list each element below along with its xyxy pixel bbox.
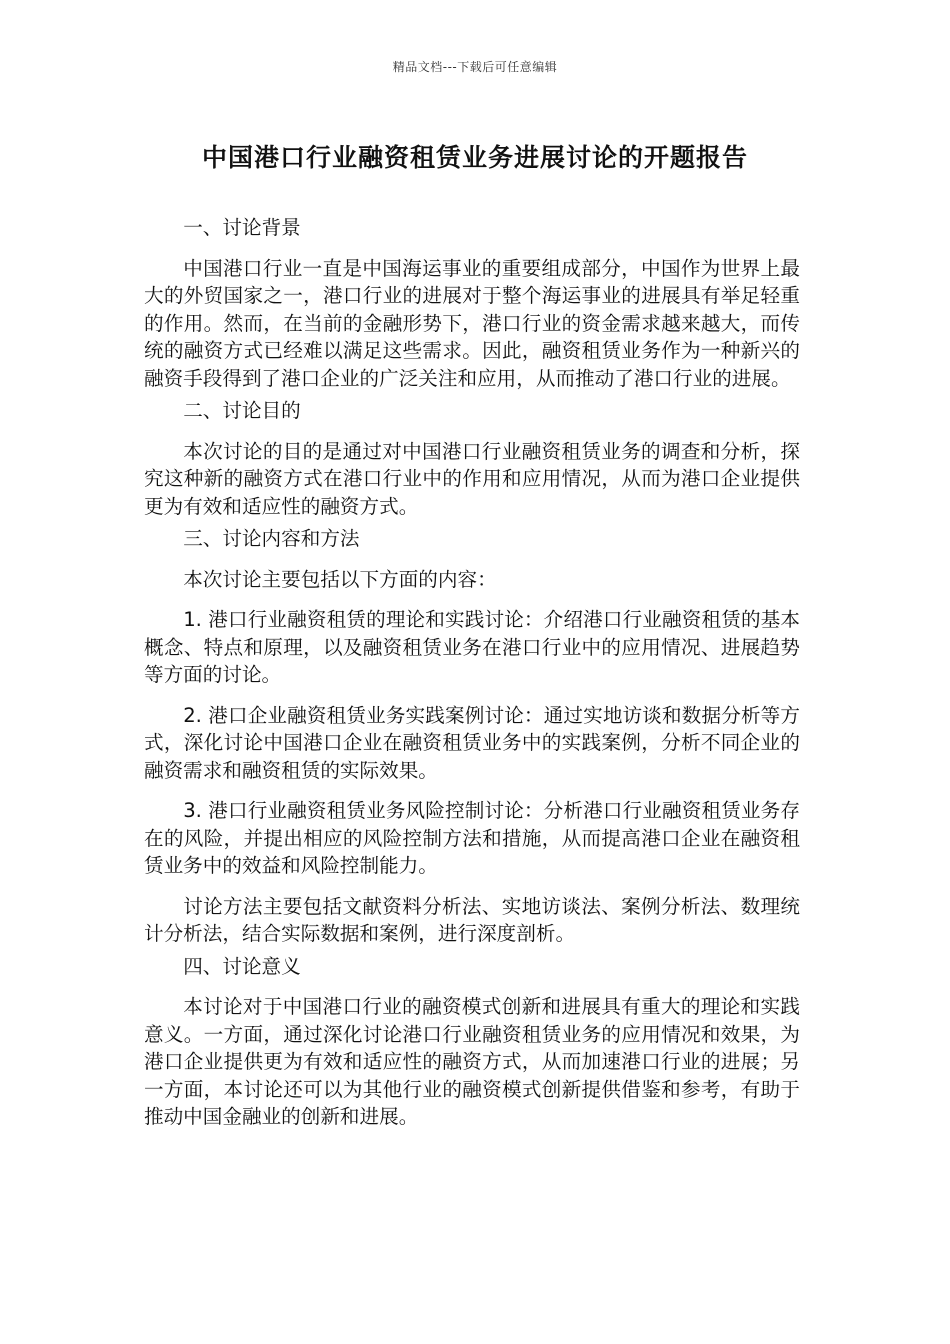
paragraph-content-intro: 本次讨论主要包括以下方面的内容： (183, 567, 497, 591)
page-header: 精品文档---下载后可任意编辑 (392, 60, 558, 74)
section-heading-content-method: 三、讨论内容和方法 (183, 527, 360, 550)
list-item-1: 1. 港口行业融资租赁的理论和实践讨论：介绍港口行业融资租赁的基本概念、特点和原理，以及融资租赁业务在港口行业中的应用情况、进展趋势等方面的讨论。 (144, 608, 800, 686)
section-heading-significance: 四、讨论意义 (183, 954, 301, 978)
paragraph-background: 中国港口行业一直是中国海运事业的重要组成部分，中国作为世界上最大的外贸国家之一，港口行业的进展对于整个海运事业的进展具有举足轻重的作用。然而，在当前的金融形势下，港口行业的资金需求越来越大，而传统的融资方式已经难以满足这些需求。因此，融资租赁业务作为一种新兴的融资手段得到了港口企业的广泛关注和应用，从而推动了港口行业的进展。 (144, 256, 800, 390)
document-title: 中国港口行业融资租赁业务进展讨论的开题报告 (201, 143, 748, 172)
section-heading-purpose: 二、讨论目的 (183, 399, 301, 422)
paragraph-significance: 本讨论对于中国港口行业的融资模式创新和进展具有重大的理论和实践意义。一方面，通过深化讨论港口行业融资租赁业务的应用情况和效果，为港口企业提供更为有效和适应性的融资方式，从而加速港口行业的进展；另一方面，本讨论还可以为其他行业的融资模式创新提供借鉴和参考，有助于推动中国金融业的创新和进展。 (144, 995, 800, 1128)
paragraph-methods: 讨论方法主要包括文献资料分析法、实地访谈法、案例分析法、数理统计分析法，结合实际数据和案例，进行深度剖析。 (144, 894, 800, 945)
list-item-2: 2. 港口企业融资租赁业务实践案例讨论：通过实地访谈和数据分析等方式，深化讨论中国港口企业在融资租赁业务中的实践案例，分析不同企业的融资需求和融资租赁的实际效果。 (144, 703, 800, 782)
list-item-3: 3. 港口行业融资租赁业务风险控制讨论：分析港口行业融资租赁业务存在的风险，并提出相应的风险控制方法和措施，从而提高港口企业在融资租赁业务中的效益和风险控制能力。 (144, 799, 800, 877)
document-body (144, 214, 800, 1131)
section-heading-background: 一、讨论背景 (183, 216, 301, 239)
paragraph-purpose: 本次讨论的目的是通过对中国港口行业融资租赁业务的调查和分析，探究这种新的融资方式在港口行业中的作用和应用情况，从而为港口企业提供更为有效和适应性的融资方式。 (144, 439, 800, 518)
